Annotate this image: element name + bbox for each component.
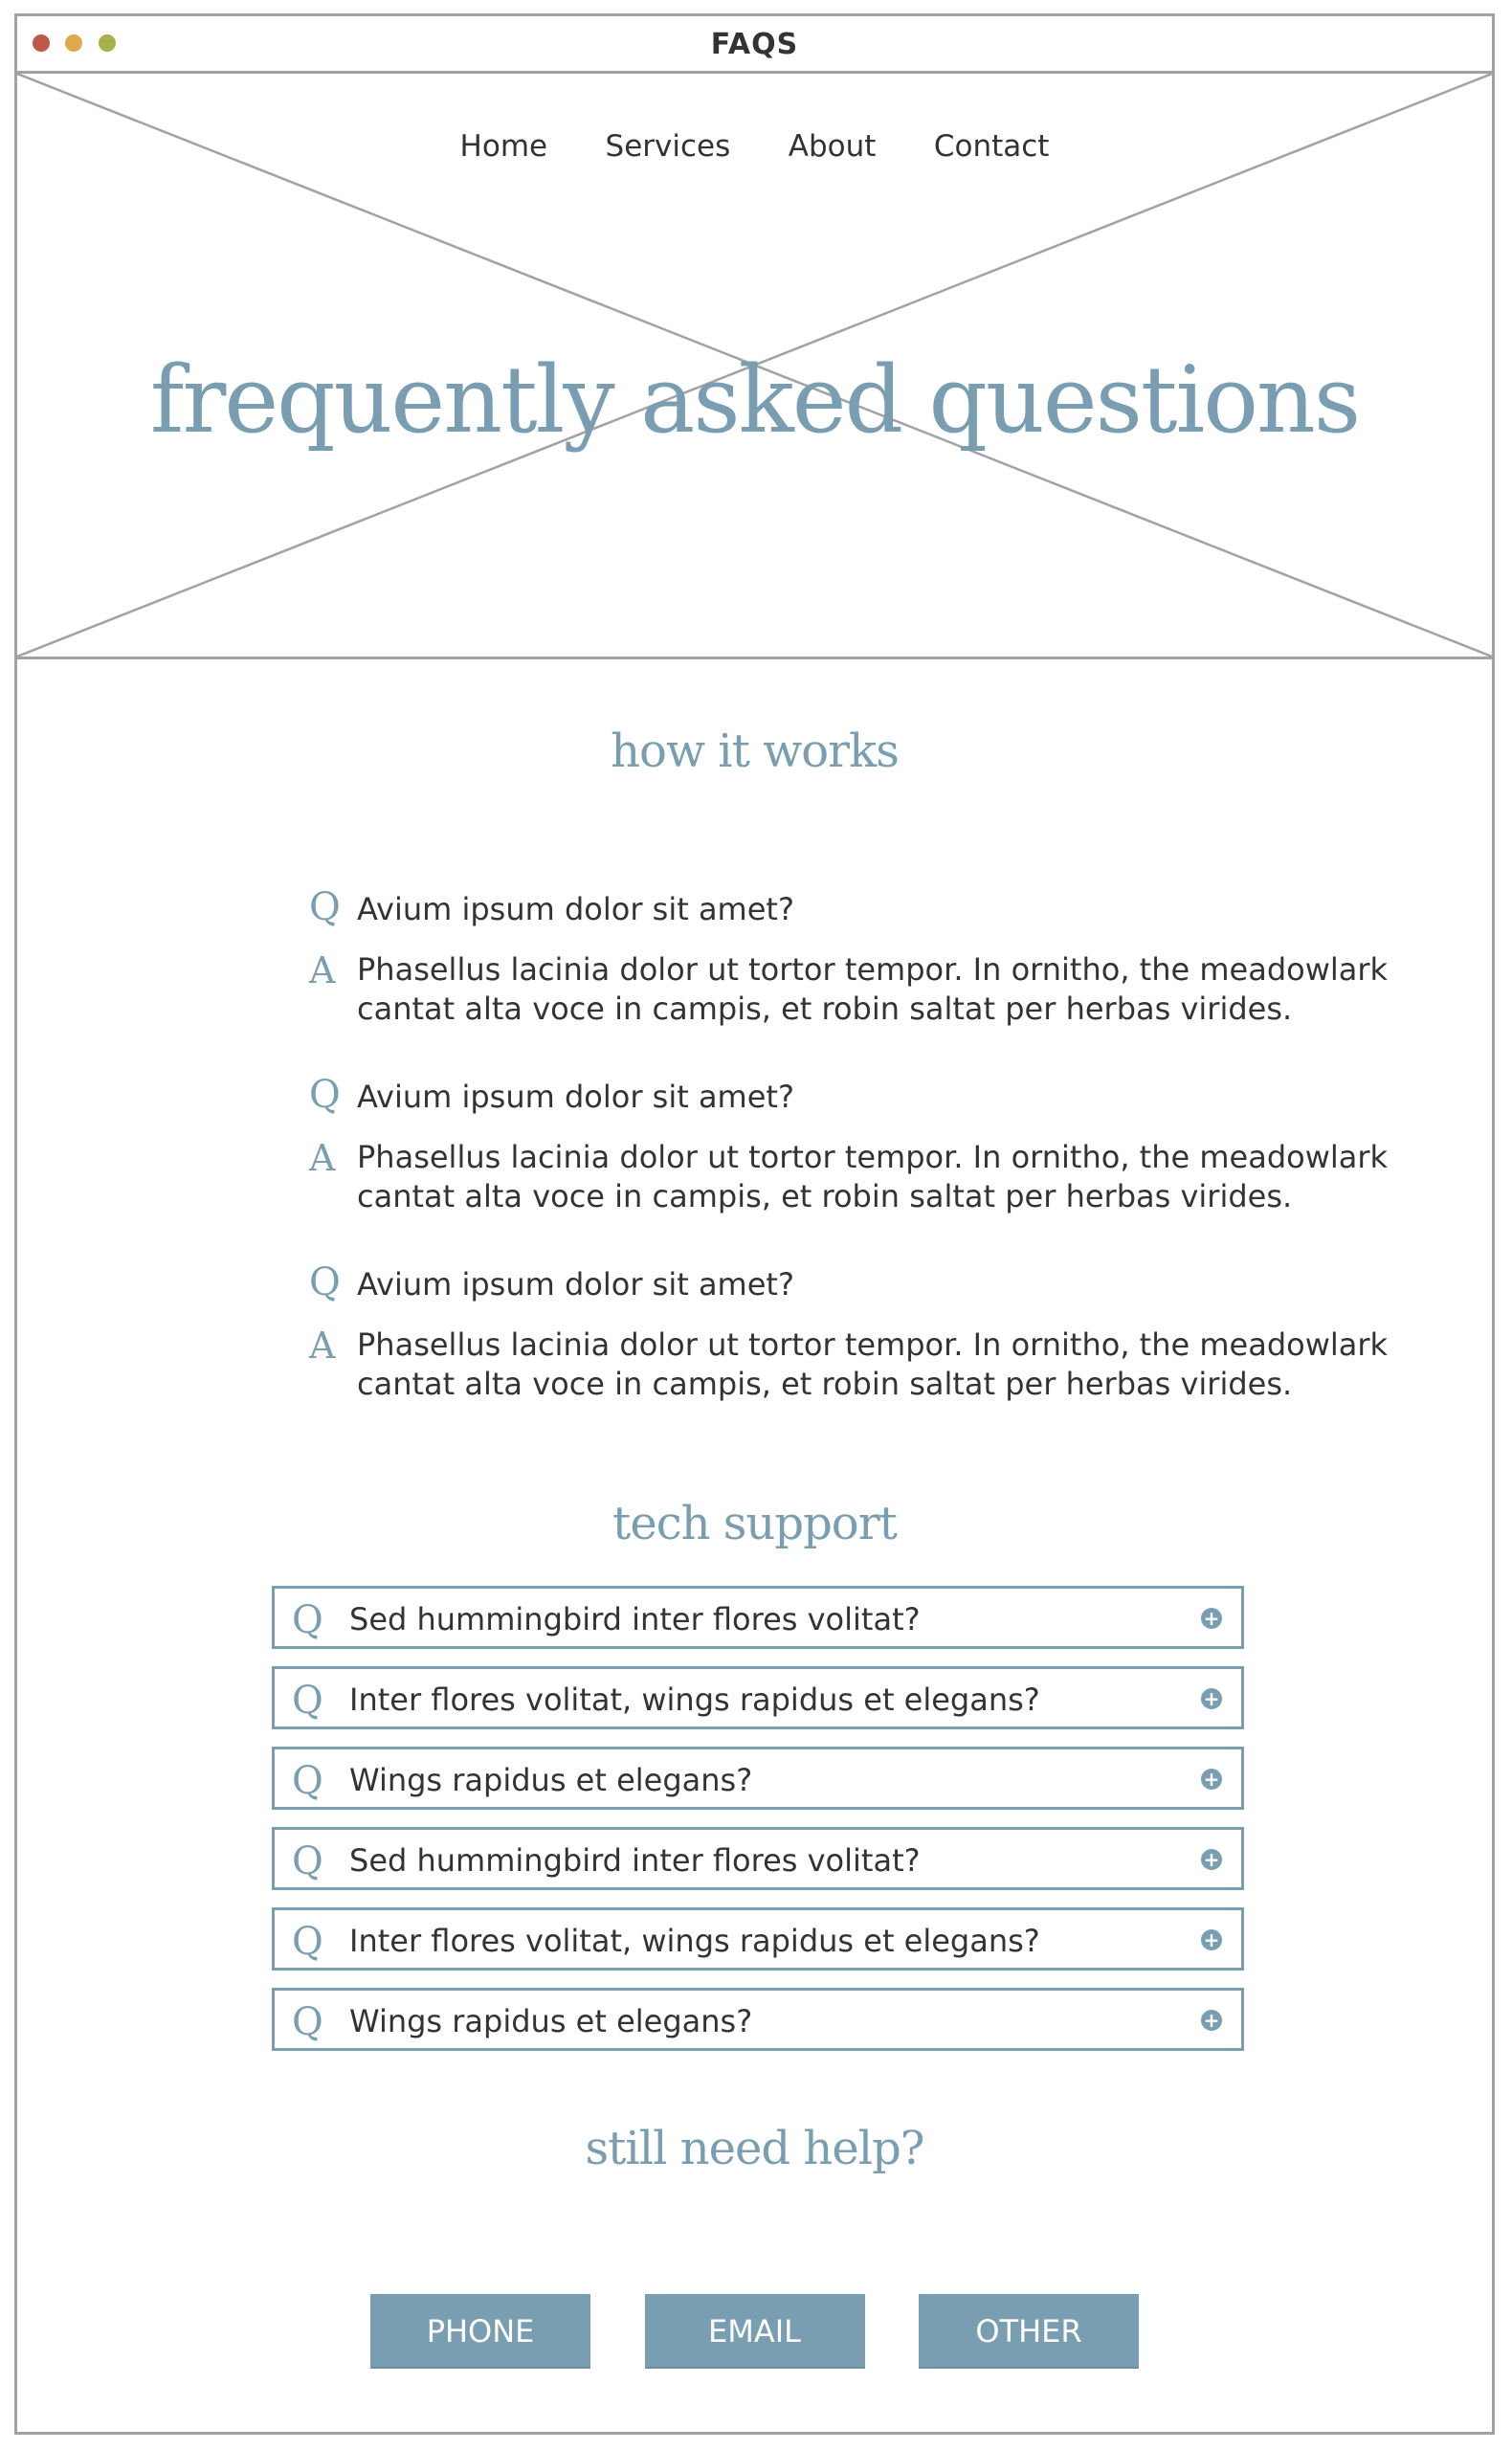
- accordion-question: Sed hummingbird inter flores volitat?: [349, 1842, 921, 1879]
- answer-marker: A: [309, 949, 336, 991]
- accordion-question: Inter flores volitat, wings rapidus et elegans?: [349, 1923, 1040, 1959]
- nav-contact[interactable]: Contact: [933, 129, 1050, 164]
- hero-image-placeholder: [17, 74, 1492, 659]
- answer-text: Phasellus lacinia dolor ut tortor tempor. In ornitho, the meadowlark cantat alta voce in campis, et robin saltat per herbas virides.: [357, 951, 1389, 1027]
- main-nav: [17, 129, 1492, 164]
- phone-button[interactable]: PHONE: [370, 2294, 590, 2367]
- plus-circle-icon[interactable]: +: [1201, 1688, 1222, 1709]
- question-marker: Q: [292, 1598, 323, 1642]
- question-marker: Q: [309, 1073, 341, 1117]
- accordion-question: Wings rapidus et elegans?: [349, 2003, 753, 2039]
- question-marker: Q: [309, 885, 341, 929]
- contact-buttons: [17, 2294, 1492, 2367]
- email-button[interactable]: EMAIL: [645, 2294, 865, 2367]
- window-title: FAQS: [710, 28, 799, 61]
- answer-text: Phasellus lacinia dolor ut tortor tempor. In ornitho, the meadowlark cantat alta voce in campis, et robin saltat per herbas virides.: [357, 1326, 1389, 1402]
- plus-circle-icon[interactable]: +: [1201, 1929, 1222, 1950]
- how-it-works-heading: how it works: [611, 724, 899, 778]
- qa-item: [309, 885, 1448, 1029]
- tech-support-heading: tech support: [612, 1497, 897, 1550]
- plus-circle-icon[interactable]: +: [1201, 1849, 1222, 1870]
- nav-about[interactable]: About: [788, 129, 877, 164]
- nav-home[interactable]: Home: [459, 129, 548, 164]
- question-marker: Q: [292, 1679, 323, 1723]
- question-marker: Q: [309, 1260, 341, 1304]
- qa-item: [309, 1260, 1448, 1404]
- question-marker: Q: [292, 1759, 323, 1803]
- accordion-item[interactable]: [272, 1747, 1244, 1810]
- accordion-item[interactable]: [272, 1907, 1244, 1971]
- accordion-item[interactable]: [272, 1988, 1244, 2051]
- accordion-question: Wings rapidus et elegans?: [349, 1762, 753, 1798]
- accordion-question: Inter flores volitat, wings rapidus et elegans?: [349, 1682, 1040, 1718]
- accordion-item[interactable]: [272, 1586, 1244, 1649]
- browser-window: [14, 13, 1495, 2435]
- question-text: Avium ipsum dolor sit amet?: [357, 1266, 794, 1303]
- answer-marker: A: [309, 1325, 336, 1367]
- accordion-question: Sed hummingbird inter flores volitat?: [349, 1601, 921, 1637]
- question-marker: Q: [292, 2000, 323, 2044]
- answer-marker: A: [309, 1137, 336, 1179]
- how-it-works-list: [309, 885, 1448, 1448]
- help-heading: still need help?: [585, 2122, 924, 2175]
- question-text: Avium ipsum dolor sit amet?: [357, 891, 794, 927]
- plus-circle-icon[interactable]: +: [1201, 2010, 1222, 2031]
- page-title: frequently asked questions: [149, 346, 1360, 454]
- accordion-item[interactable]: [272, 1666, 1244, 1729]
- plus-circle-icon[interactable]: +: [1201, 1608, 1222, 1629]
- title-bar: [17, 16, 1492, 74]
- qa-item: [309, 1073, 1448, 1216]
- answer-text: Phasellus lacinia dolor ut tortor tempor. In ornitho, the meadowlark cantat alta voce in campis, et robin saltat per herbas virides.: [357, 1139, 1389, 1214]
- plus-circle-icon[interactable]: +: [1201, 1769, 1222, 1790]
- question-marker: Q: [292, 1920, 323, 1964]
- question-marker: Q: [292, 1839, 323, 1883]
- tech-support-accordion: [272, 1586, 1244, 2068]
- nav-services[interactable]: Services: [605, 129, 731, 164]
- other-button[interactable]: OTHER: [919, 2294, 1139, 2367]
- question-text: Avium ipsum dolor sit amet?: [357, 1079, 794, 1115]
- accordion-item[interactable]: [272, 1827, 1244, 1890]
